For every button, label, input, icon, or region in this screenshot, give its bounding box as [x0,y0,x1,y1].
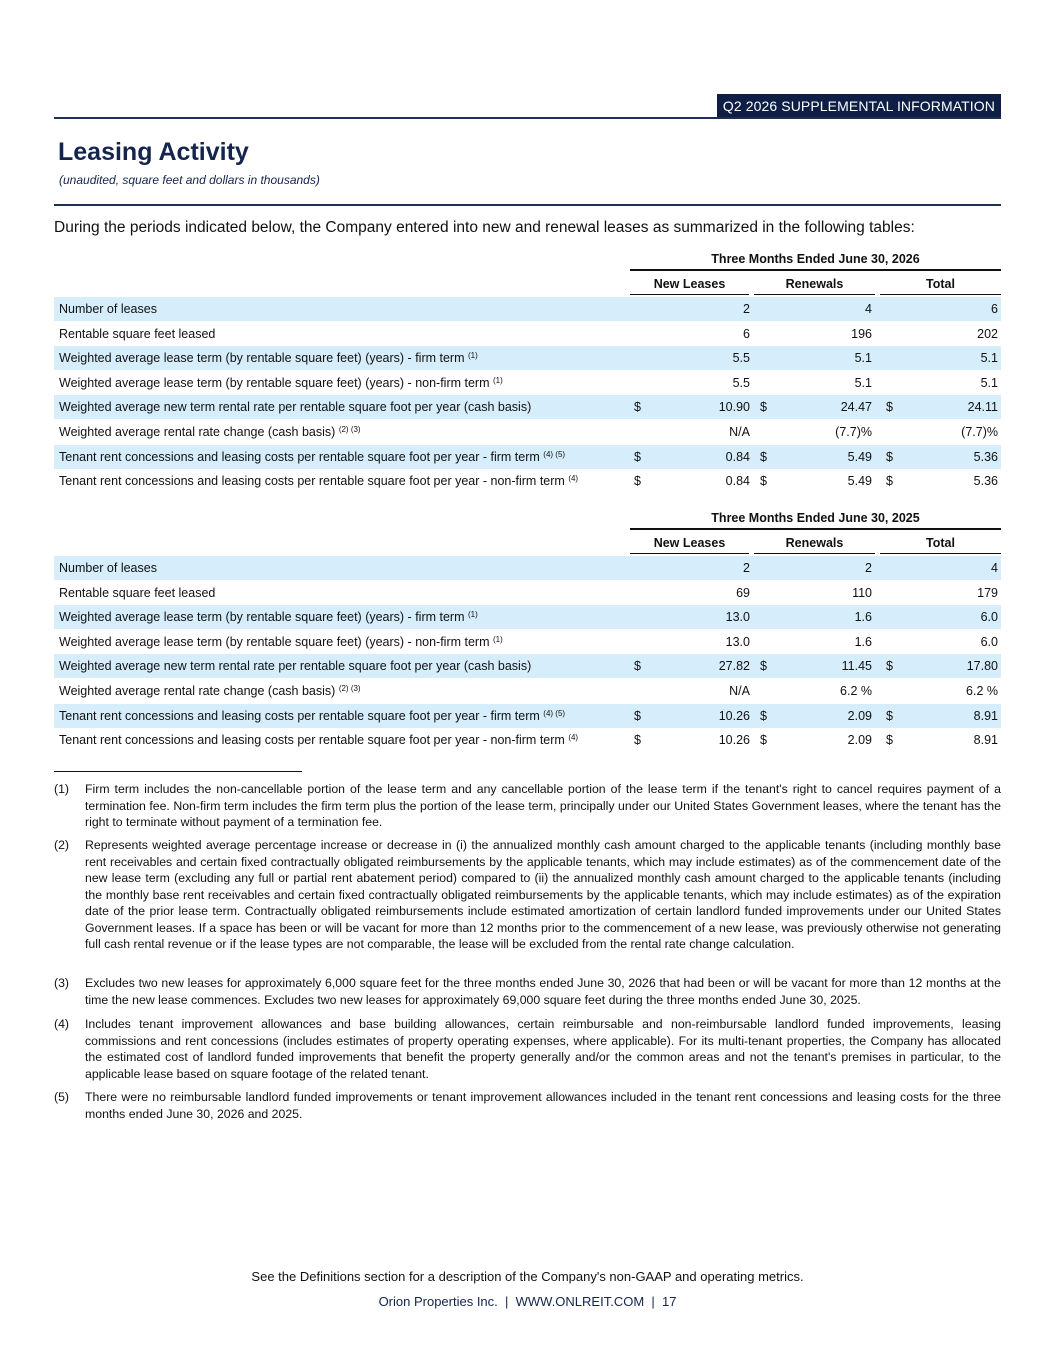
cell-value: 5.36 [973,449,998,464]
row-label [59,556,157,580]
cell-value: 4 [865,302,872,316]
column-header: Renewals [754,277,875,295]
footnote-ref: (4) (5) [543,449,566,459]
row-label [59,346,478,370]
cell-value: 110 [852,585,872,600]
cell-value: 5.49 [847,449,872,464]
footnote [54,1089,1001,1122]
cell-value: 2 [743,561,750,575]
intro-text: During the periods indicated below, the Company entered into new and renewal leases as summarized in the following tables: [54,219,915,236]
cell-value: 6.0 [980,634,998,649]
period-header: Three Months Ended June 30, 2026 [630,252,1001,271]
row-label-text: Tenant rent concessions and leasing costs per rentable square foot per year - non-firm term [59,474,565,489]
row-label-text: Weighted average lease term (by rentable square feet) (years) - firm term [59,351,465,366]
cell-value: 13.0 [725,610,750,625]
cell-value: 5.49 [847,474,872,489]
cell-value: 69 [736,585,750,600]
cell-value: 13.0 [725,634,750,649]
row-label-text: Weighted average lease term (by rentable square feet) (years) - non-firm term [59,634,490,649]
cell-value: 10.26 [718,733,750,748]
footnote-number: (2) [54,838,70,852]
cell-value: 24.11 [967,400,998,415]
currency-symbol: $ [886,708,893,723]
cell-value: 10.90 [718,400,750,415]
table-row [54,581,1001,605]
row-label-text: Tenant rent concessions and leasing costs per rentable square foot per year - firm term [59,449,540,464]
cell-value: 4 [991,561,998,575]
table-row [54,297,1001,321]
row-label [59,630,503,654]
row-label-text: Weighted average new term rental rate per rentable square foot per year (cash basis) [59,659,532,674]
table-row [54,605,1001,629]
footnote [54,975,1001,1008]
cell-value: 24.47 [840,400,872,415]
cell-value: 202 [977,326,998,341]
cell-value: 6 [991,302,998,316]
footnote [54,781,1001,831]
footnote-ref: (1) [467,610,478,620]
row-label-text: Weighted average lease term (by rentable square feet) (years) - non-firm term [59,375,490,390]
header-rule [54,117,1001,119]
footnote-rule [54,771,302,772]
currency-symbol: $ [886,400,893,415]
row-label-text: Weighted average rental rate change (cash basis) [59,425,336,439]
footnote-ref: (4) [568,474,579,484]
currency-symbol: $ [634,659,641,674]
cell-value: 17.80 [966,659,998,674]
row-label [59,728,578,752]
cell-value: 5.1 [980,351,998,366]
cell-value: 6.2 % [840,684,872,698]
row-label [59,395,531,419]
table-row [54,679,1001,703]
header-badge: Q2 2026 SUPPLEMENTAL INFORMATION [717,94,1001,118]
column-header: Total [880,536,1001,554]
footnote-ref: (2) (3) [338,684,361,693]
row-label [59,371,503,395]
currency-symbol: $ [760,474,767,489]
row-label-text: Weighted average rental rate change (cash basis) [59,684,336,698]
cell-value: 10.26 [718,708,750,723]
row-label [59,469,578,493]
cell-value: 27.82 [718,659,750,674]
column-header: Renewals [754,536,875,554]
footnote-number: (1) [54,782,70,796]
footnote-ref: (4) (5) [543,708,566,718]
table-row [54,322,1001,346]
cell-value: 0.84 [725,449,750,464]
currency-symbol: $ [886,474,893,489]
row-label-text: Rentable square feet leased [59,585,216,600]
table-row [54,395,1001,419]
table-row [54,371,1001,395]
cell-value: (7.7)% [835,425,872,439]
footnote-ref: (1) [493,634,503,644]
cell-value: 2 [865,561,872,575]
cell-value: 0.84 [725,474,750,489]
cell-value: 2 [743,302,750,316]
row-label-text: Number of leases [59,561,157,575]
row-label-text: Tenant rent concessions and leasing costs per rentable square foot per year - non-firm term [59,733,565,748]
row-label [59,322,215,346]
table-row [54,469,1001,493]
cell-value: 6.2 % [966,684,998,698]
footnote-text: Firm term includes the non-cancellable portion of the lease term and any cancellable portion of the lease term if the tenant's right to cancel requires payment of a termination fee. Non-firm term includes the firm term plus the portion of the lease term, principally under our United States Government leases, where the tenant has the right to terminate without payment of a termination fee. [85,782,1001,829]
row-label-text: Weighted average lease term (by rentable square feet) (years) - firm term [59,610,465,625]
cell-value: 5.1 [980,375,998,390]
table-row [54,654,1001,678]
footnote-text: Excludes two new leases for approximately 6,000 square feet for the three months ended June 30, 2026 that had been or will be vacant for more than 12 months at the time the new lease commences. Excludes two new leases for approximately 69,000 square feet during the three months ended June 30, 2025. [85,976,1001,1007]
cell-value: N/A [729,684,750,698]
currency-symbol: $ [760,733,767,748]
cell-value: 5.1 [854,351,872,366]
footnote [54,837,1001,953]
row-label [59,605,478,629]
cell-value: 2.09 [847,733,872,748]
row-label [59,420,361,444]
cell-value: 1.6 [854,610,872,625]
footnote-text: Includes tenant improvement allowances and base building allowances, certain reimbursable and non-reimbursable landlord funded improvements, leasing commissions and rent concessions (includes estimates of property operating expenses, where applicable). For its multi-tenant properties, the Company has allocated the estimated cost of landlord funded improvements that benefit the property generally and/or the common areas and not the tenant's premises in particular, to the applicable lease based on square footage of the related tenant. [85,1017,1001,1081]
page-title: Leasing Activity [58,138,249,166]
footnote-ref: (2) (3) [338,425,361,434]
cell-value: 5.5 [732,351,750,366]
cell-value: N/A [729,425,750,439]
table-row [54,346,1001,370]
cell-value: 196 [851,326,872,341]
column-header: New Leases [630,536,749,554]
row-label [59,445,565,469]
footnote-number: (5) [54,1090,70,1104]
footnote-ref: (1) [467,351,478,361]
currency-symbol: $ [886,733,893,748]
footer-note: See the Definitions section for a description of the Company's non-GAAP and operating metrics. [251,1269,804,1284]
currency-symbol: $ [760,400,767,415]
row-label [59,654,531,678]
table-row [54,728,1001,752]
cell-value: 6 [743,326,750,341]
currency-symbol: $ [886,449,893,464]
row-label [59,704,565,728]
currency-symbol: $ [634,449,641,464]
period-header: Three Months Ended June 30, 2025 [630,511,1001,530]
currency-symbol: $ [886,659,893,674]
row-label-text: Tenant rent concessions and leasing costs per rentable square foot per year - firm term [59,708,540,723]
cell-value: 5.1 [854,375,872,390]
cell-value: 11.45 [841,659,872,674]
footnote-ref: (4) [568,733,579,743]
cell-value: 6.0 [980,610,998,625]
row-label-text: Weighted average new term rental rate per rentable square foot per year (cash basis) [59,400,532,415]
currency-symbol: $ [634,708,641,723]
table-row [54,704,1001,728]
currency-symbol: $ [634,733,641,748]
cell-value: 2.09 [847,708,872,723]
footnote-text: Represents weighted average percentage increase or decrease in (i) the annualized monthly cash amount charged to the applicable tenants (including monthly base rent receivables and certain fixed contractually obligated reimbursements by the applicable tenants, which may include estimates) as of the commencement date of the new lease term (excluding any full or partial rent abatement period) compared to (ii) the annualized monthly cash amount charged to the applicable tenants (including the monthly base rent receivables and certain fixed contractually obligated reimbursements by the applicable tenants, which may include estimates) as of the expiration date of the prior lease term. Contractually obligated reimbursements include estimated amortization of certain landlord funded improvements under our United States Government leases. If a space has been or will be vacant for more than 12 months prior to the commencement of a new lease, was previously otherwise not generating full cash rental revenue or if the lease types are not comparable, the lease will be excluded from the rental rate change calculation. [85,838,1001,951]
currency-symbol: $ [760,659,767,674]
table-row [54,420,1001,444]
cell-value: 179 [977,585,998,600]
currency-symbol: $ [634,400,641,415]
cell-value: 8.91 [973,708,998,723]
row-label [59,581,215,605]
footer-line: Orion Properties Inc. | WWW.ONLREIT.COM | 17 [378,1294,677,1309]
table-row [54,630,1001,654]
row-label [59,679,361,703]
table-row [54,556,1001,580]
row-label-text: Number of leases [59,302,157,316]
currency-symbol: $ [760,708,767,723]
footnote-ref: (1) [493,375,503,385]
leasing-table-2025 [54,511,1001,756]
footnote [54,1016,1001,1082]
currency-symbol: $ [634,474,641,489]
title-rule [54,204,1001,206]
row-label-text: Rentable square feet leased [59,326,216,341]
footnote-number: (3) [54,976,70,990]
row-label [59,297,157,321]
cell-value: 5.5 [732,375,750,390]
footnote-text: There were no reimbursable landlord funded improvements or tenant improvement allowances included in the tenant rent concessions and leasing costs for the three months ended June 30, 2026 and 2025. [85,1090,1001,1121]
table-row [54,445,1001,469]
page-subtitle: (unaudited, square feet and dollars in thousands) [59,173,320,187]
leasing-table-2026 [54,252,1001,497]
cell-value: (7.7)% [961,425,998,439]
currency-symbol: $ [760,449,767,464]
column-header: Total [880,277,1001,295]
column-header: New Leases [630,277,749,295]
cell-value: 8.91 [973,733,998,748]
cell-value: 1.6 [854,634,872,649]
cell-value: 5.36 [973,474,998,489]
footnote-number: (4) [54,1017,70,1031]
